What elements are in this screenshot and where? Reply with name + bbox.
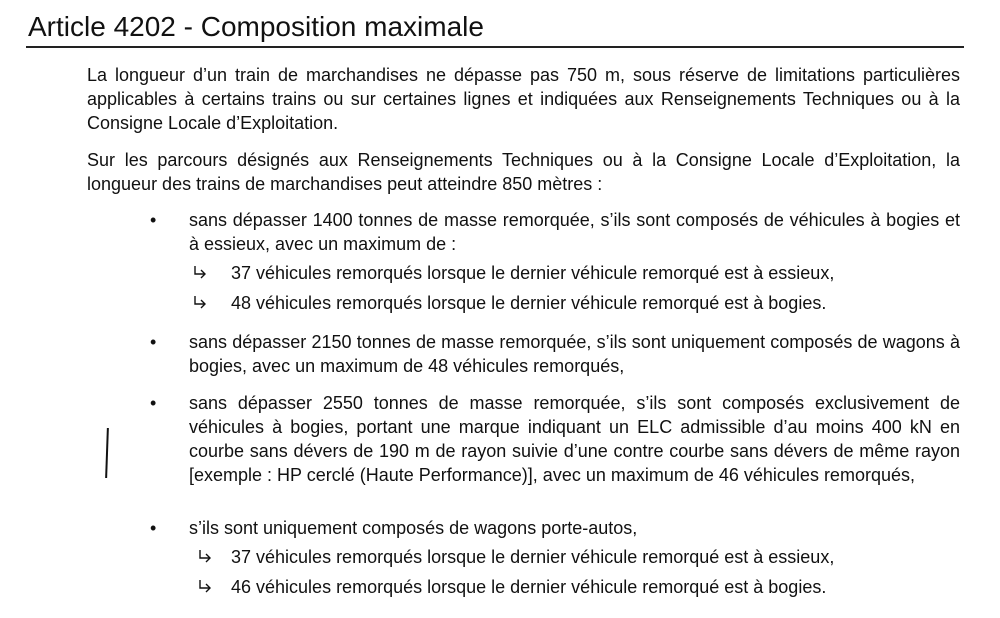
revision-bar bbox=[105, 428, 109, 478]
bullet-marker: • bbox=[150, 518, 157, 538]
paragraph-850m: Sur les parcours désignés aux Renseignements Techniques ou à la Consigne Locale d’Exploitation, la longueur des trains de marchandises peut atteindre 850 mètres : bbox=[87, 150, 960, 194]
paragraph-length-limit: La longueur d’un train de marchandises ne dépasse pas 750 m, sous réserve de limitations particulières applicables à certains trains ou sur certaines lignes et indiquées aux Renseignements Techniques ou à la Consigne Locale d’Exploitation. bbox=[87, 65, 960, 133]
bullet-marker: • bbox=[150, 332, 157, 352]
bullet-porte-autos: s’ils sont uniquement composés de wagons porte-autos, bbox=[189, 518, 638, 538]
bullet-2550t: sans dépasser 2550 tonnes de masse remorquée, s’ils sont composés exclusivement de véhicules à bogies, portant une marque indiquant un ELC admissible d’au moins 400 kN en courbe sans dévers de 190 m de rayon suivie d’une contre courbe sans dévers de même rayon [exemple : HP cerclé (Haute Performance)], avec un maximum de 46 véhicules remorqués, bbox=[189, 393, 960, 485]
sub-item-37-essieux: 37 véhicules remorqués lorsque le dernier véhicule remorqué est à essieux, bbox=[231, 547, 835, 567]
return-arrow-icon bbox=[195, 578, 213, 596]
sub-item-48-bogies: 48 véhicules remorqués lorsque le dernier véhicule remorqué est à bogies. bbox=[231, 293, 827, 313]
bullet-2150t: sans dépasser 2150 tonnes de masse remorquée, s’ils sont uniquement composés de wagons à bogies, avec un maximum de 48 véhicules remorqués, bbox=[189, 332, 960, 376]
bullet-marker: • bbox=[150, 393, 157, 413]
bullet-marker: • bbox=[150, 210, 157, 230]
bullet-1400t: sans dépasser 1400 tonnes de masse remorquée, s’ils sont composés de véhicules à bogies et à essieux, avec un maximum de : bbox=[189, 210, 960, 254]
return-arrow-icon bbox=[190, 264, 208, 282]
return-arrow-icon bbox=[190, 294, 208, 312]
sub-item-37-essieux: 37 véhicules remorqués lorsque le dernier véhicule remorqué est à essieux, bbox=[231, 263, 835, 283]
sub-item-46-bogies: 46 véhicules remorqués lorsque le dernier véhicule remorqué est à bogies. bbox=[231, 577, 827, 597]
article-title: Article 4202 - Composition maximale bbox=[28, 11, 484, 42]
title-underline bbox=[26, 46, 964, 48]
return-arrow-icon bbox=[195, 548, 213, 566]
